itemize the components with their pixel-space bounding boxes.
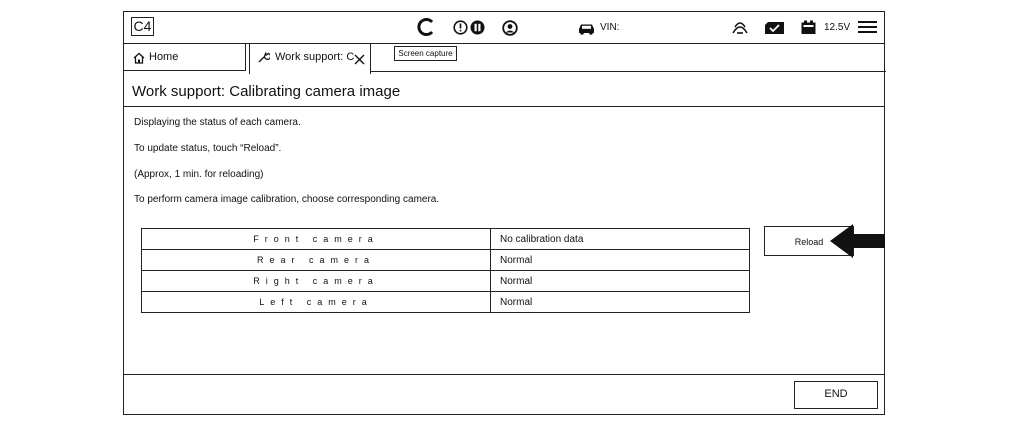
pointer-arrow-icon <box>828 221 886 261</box>
camera-status-table <box>141 228 750 313</box>
wrench-icon <box>257 51 270 64</box>
bottom-divider <box>124 374 884 375</box>
camera-status: Normal <box>491 271 750 292</box>
close-icon[interactable] <box>354 54 365 65</box>
camera-name: Right camera <box>142 271 491 292</box>
app-badge: C4 <box>131 17 154 36</box>
vin-label: VIN: <box>600 22 620 33</box>
tab-home-label: Home <box>149 51 179 63</box>
pause-icon[interactable] <box>470 20 485 35</box>
table-row[interactable] <box>142 292 750 313</box>
tab-work-support-label: Work support: C <box>275 51 355 63</box>
instruction-line: Displaying the status of each camera. <box>134 117 301 128</box>
instruction-line: (Approx, 1 min. for reloading) <box>134 169 264 180</box>
user-icon[interactable] <box>502 20 518 36</box>
signal-icon <box>731 18 749 36</box>
instruction-line: To update status, touch “Reload”. <box>134 143 282 154</box>
camera-status: No calibration data <box>491 229 750 250</box>
end-button[interactable]: END <box>794 381 878 409</box>
voltage-readout: 12.5V <box>824 22 851 33</box>
tab-work-support[interactable] <box>249 43 371 74</box>
instruction-line: To perform camera image calibration, choose corresponding camera. <box>134 194 440 205</box>
app-window <box>123 11 885 415</box>
screen-capture-tooltip: Screen capture <box>394 46 457 61</box>
page-title: Work support: Calibrating camera image <box>132 83 401 100</box>
camera-status: Normal <box>491 292 750 313</box>
alert-icon[interactable] <box>453 20 468 35</box>
battery-icon <box>801 20 816 35</box>
camera-name: Front camera <box>142 229 491 250</box>
camera-name: Rear camera <box>142 250 491 271</box>
vi-icon <box>764 21 785 35</box>
table-row[interactable] <box>142 229 750 250</box>
table-row[interactable] <box>142 250 750 271</box>
menu-icon[interactable] <box>858 20 877 34</box>
refresh-icon[interactable] <box>416 17 436 37</box>
reload-button[interactable]: Reload <box>764 226 854 256</box>
tab-divider <box>370 71 886 72</box>
tab-home[interactable] <box>124 43 246 71</box>
home-icon <box>133 52 145 64</box>
car-icon <box>577 22 596 35</box>
camera-name: Left camera <box>142 292 491 313</box>
camera-status: Normal <box>491 250 750 271</box>
table-row[interactable] <box>142 271 750 292</box>
top-toolbar <box>124 12 884 44</box>
page-header <box>124 73 884 107</box>
